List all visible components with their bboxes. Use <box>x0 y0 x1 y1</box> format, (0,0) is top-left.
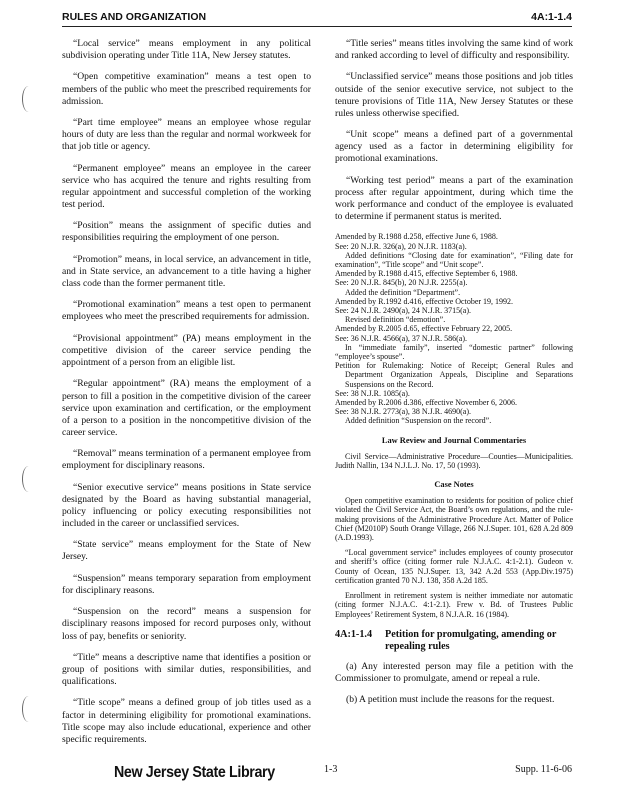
binding-hole-mark <box>22 696 35 722</box>
case-note: Open competitive examination to residents for position of police chief violated the Civil Service Act, the Board’s own regulations, and the rule-making provisions of the Administrative Procedure Act. Matter of Police Chief (M2010P) South Orange Village, 266 N.J.Super. 101, 628 A.2d 809 (A.D.1993). <box>335 496 573 543</box>
supplement-date: Supp. 11-6-06 <box>515 764 572 775</box>
history-line: See: 24 N.J.R. 2490(a), 24 N.J.R. 3715(a). <box>335 306 471 316</box>
history-line: Amended by R.2006 d.386, effective November 6, 2006. <box>335 398 518 408</box>
definition-paragraph: “Promotion” means, in local service, an advancement in title, and in State service, an advancement to a title having a higher class code than the former permanent title. <box>62 253 311 289</box>
left-column <box>62 38 311 755</box>
header-section-number: 4A:1-1.4 <box>531 11 572 23</box>
definition-paragraph: “Suspension on the record” means a suspension for disciplinary reasons imposed for record purposes only, without loss of pay, benefits or seniority. <box>62 606 311 642</box>
library-stamp: New Jersey State Library <box>114 764 275 781</box>
definition-paragraph: “Title series” means titles involving the same kind of work and ranked according to level of difficulty and responsibility. <box>335 38 573 62</box>
definition-paragraph: “Title” means a descriptive name that identifies a position or group of positions with similar duties, responsibilities, and qualifications. <box>62 651 311 688</box>
history-line: Added definition “Suspension on the record”. <box>345 416 492 426</box>
history-line: Amended by R.1988 d.415, effective September 6, 1988. <box>335 269 518 279</box>
definition-paragraph: “Provisional appointment” (PA) means employment in the competitive division of the career service pending the appointment of a person from an eligible list. <box>62 332 311 369</box>
rule-number: 4A:1-1.4 <box>335 628 373 640</box>
page-footer <box>62 758 572 788</box>
definition-paragraph: “Permanent employee” means an employee in the career service who has acquired the tenure and rights resulting from regular appointment and successful completion of the working test period. <box>62 162 311 210</box>
law-review-text: Civil Service—Administrative Procedure—Counties—Municipalities. Judith Nallin, 134 N.J.L.J. No. 17, 50 (1993). <box>335 451 573 470</box>
history-line: Revised definition “demotion”. <box>345 315 446 325</box>
history-notes <box>335 232 573 425</box>
history-line: Added definitions “Closing date for examination”, “Filing date for examination”, “Title scope” and “Unit scope”. <box>335 250 573 270</box>
history-line: See: 36 N.J.R. 4566(a), 37 N.J.R. 586(a). <box>335 333 467 343</box>
history-line: See: 20 N.J.R. 326(a), 20 N.J.R. 1183(a). <box>335 241 467 251</box>
law-review-heading: Law Review and Journal Commentaries <box>381 435 527 445</box>
definition-paragraph: “Unclassified service” means those positions and job titles outside of the senior executive service, not subject to the tenure provisions of Title 11A, New Jersey Statutes or these rules unless otherwise specified. <box>335 71 573 119</box>
definition-paragraph: “Unit scope” means a defined part of a governmental agency used as a factor in determining eligibility for promotional examinations. <box>335 129 573 165</box>
case-note: Enrollment in retirement system is neither immediate nor automatic (citing former N.J.A.C. 4:1-2.1). Frew v. Bd. of Trustees Public Employees’ Retirement System, 8 N.J.A.R. 16 (1984). <box>335 591 573 619</box>
definition-paragraph: “State service” means employment for the State of New Jersey. <box>62 539 311 563</box>
definition-paragraph: “Promotional examination” means a test open to permanent employees who meet the prescribed requirements for admission. <box>62 299 311 323</box>
rule-paragraph: (a) Any interested person may file a petition with the Commissioner to promulgate, amend or repeal a rule. <box>335 660 573 684</box>
right-column <box>335 38 573 716</box>
rule-title: Petition for promulgating, amending or repealing rules <box>385 628 557 652</box>
definition-paragraph: “Removal” means termination of a permanent employee from employment for disciplinary reasons. <box>62 448 311 472</box>
definition-paragraph: “Suspension” means temporary separation from employment for disciplinary reasons. <box>62 572 311 596</box>
definition-paragraph: “Local service” means employment in any political subdivision operating under Title 11A, New Jersey statutes. <box>62 38 311 62</box>
history-line: Petition for Rulemaking: Notice of Receipt; General Rules and Department Organization Appeals, Discipline and Separations Suspensions on the Record. <box>335 361 573 389</box>
history-line: See: 20 N.J.R. 845(b), 20 N.J.R. 2255(a). <box>335 278 468 288</box>
rule-heading <box>335 629 573 653</box>
case-note: “Local government service” includes employees of county prosecutor and sheriff’s office (citing former rule N.J.A.C. 4:1-2.1). Gudeon v. County of Ocean, 135 N.J.Super. 13, 342 A.2d 553 (App.Div.1975) certification granted 70 N.J. 138, 358 A.2d 185. <box>335 548 573 585</box>
running-header <box>62 8 572 27</box>
history-line: See: 38 N.J.R. 2773(a), 38 N.J.R. 4690(a). <box>335 407 471 417</box>
header-title: RULES AND ORGANIZATION <box>62 11 207 23</box>
binding-hole-mark <box>22 86 35 112</box>
definition-paragraph: “Part time employee” means an employee whose regular hours of duty are less than the regular and normal workweek for that job title or agency. <box>62 117 311 153</box>
definition-paragraph: “Open competitive examination” means a test open to members of the public who meet the prescribed requirements for admission. <box>62 71 311 107</box>
page-number: 1-3 <box>324 764 338 775</box>
history-line: Added the definition “Department”. <box>345 287 461 297</box>
rule-paragraph: (b) A petition must include the reasons for the request. <box>346 694 555 706</box>
history-line: See: 38 N.J.R. 1085(a). <box>335 388 410 398</box>
binding-hole-mark <box>22 466 35 492</box>
definition-paragraph: “Senior executive service” means positions in State service designated by the Board as having substantial managerial, policy influencing or policy executing responsibilities not included in the career or unclassified services. <box>62 481 311 529</box>
definition-paragraph: “Title scope” means a defined group of job titles used as a factor in determining eligibility for promotional examinations. Title scope may also include educational, experience and other specific requirements. <box>62 697 311 745</box>
history-line: In “immediate family”, inserted “domestic partner” following “employee’s spouse”. <box>335 342 573 362</box>
definition-paragraph: “Regular appointment” (RA) means the employment of a person to fill a position in the competitive division of the career service upon examination and certification, or the employment of a person to a position in the noncompetitive division of the career service. <box>62 378 311 438</box>
history-line: Amended by R.1988 d.258, effective June 6, 1988. <box>335 232 498 242</box>
case-notes-heading: Case Notes <box>434 480 474 490</box>
history-line: Amended by R.2005 d.65, effective February 22, 2005. <box>335 324 513 334</box>
history-line: Amended by R.1992 d.416, effective October 19, 1992. <box>335 296 514 306</box>
definition-paragraph: “Position” means the assignment of specific duties and responsibilities requiring the employment of one person. <box>62 220 311 244</box>
definition-paragraph: “Working test period” means a part of the examination process after regular appointment, during which time the work performance and conduct of the employee is evaluated to determine if permanent status is merited. <box>335 174 573 223</box>
